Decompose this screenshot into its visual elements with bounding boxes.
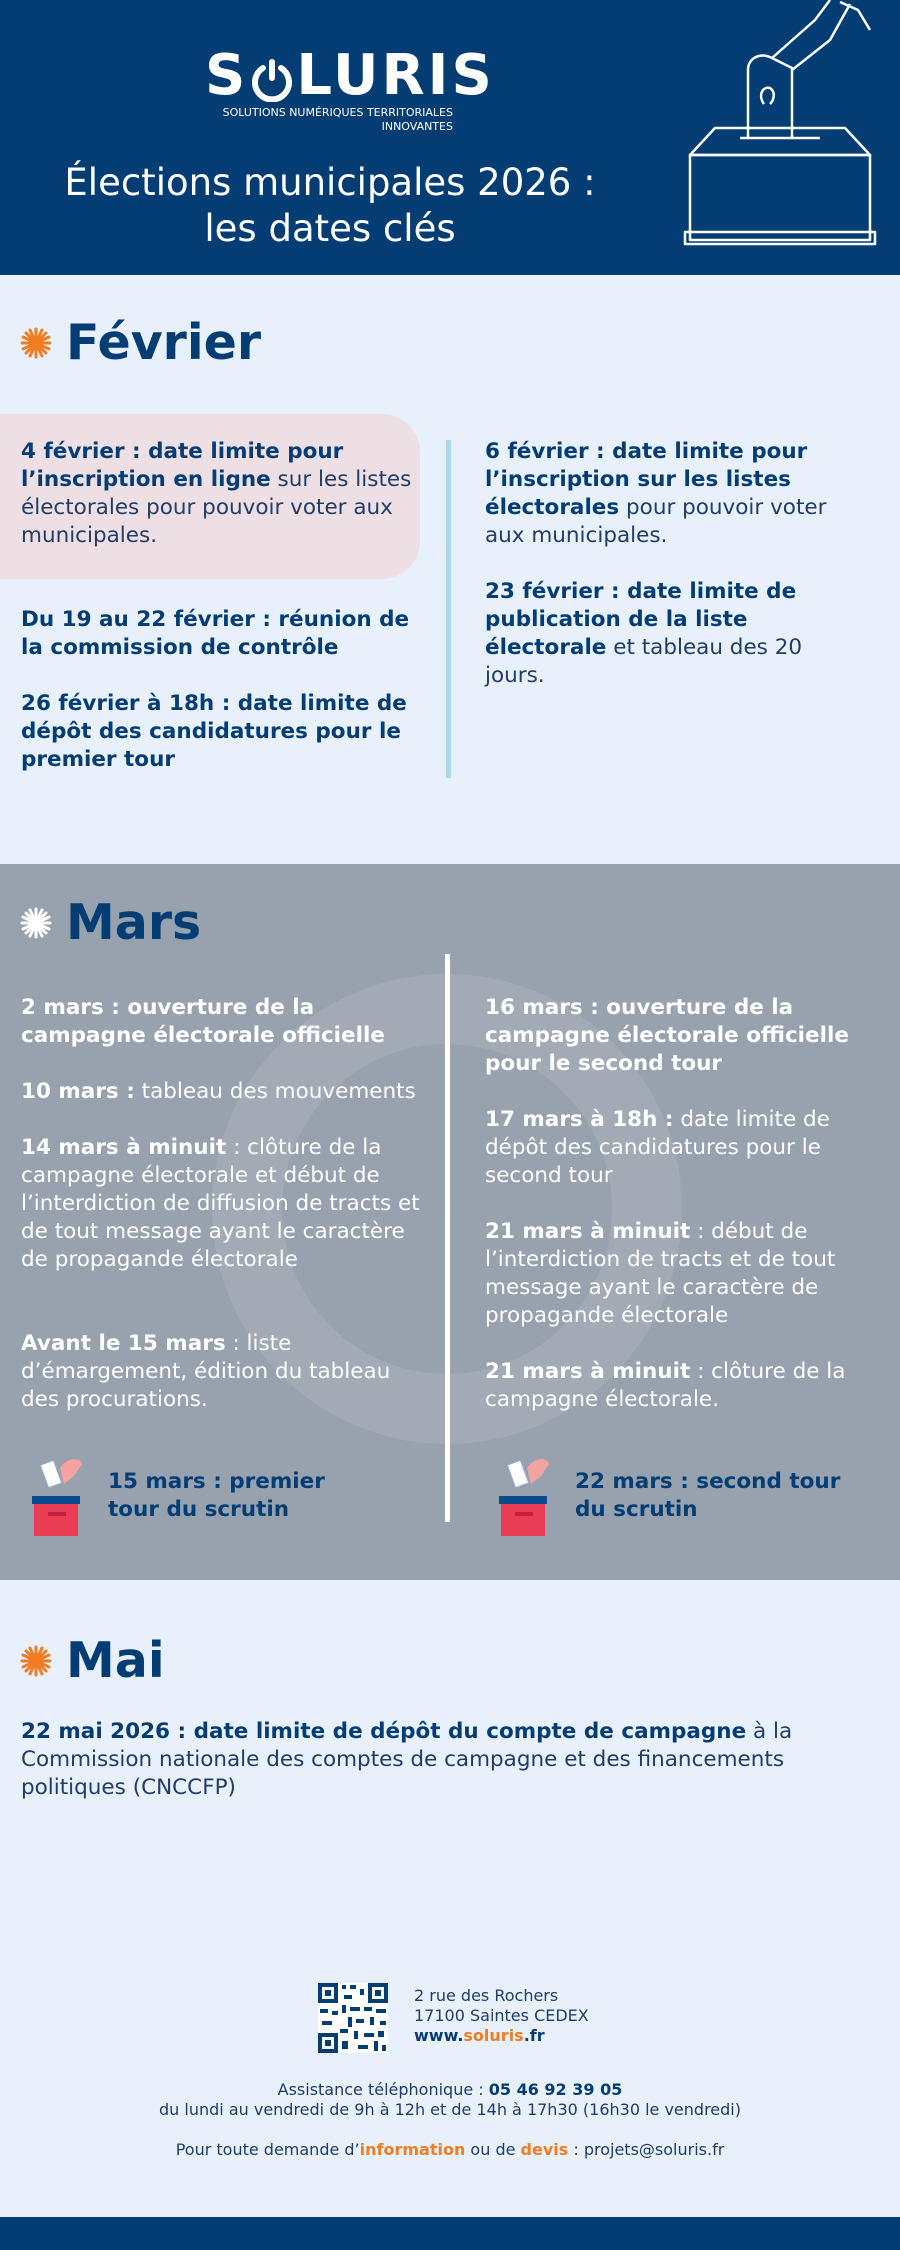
date-item: 14 mars à minuit : clôture de la campagne électorale et début de l’interdiction de diffusion de tracts et de tout message ayant le caractère de propagande électorale <box>21 1135 420 1272</box>
header-banner <box>0 0 900 275</box>
soluris-logo <box>205 43 495 134</box>
contact-email[interactable]: : projets@soluris.fr <box>568 2140 725 2159</box>
logo-letter-s: S <box>205 43 249 108</box>
section-mars <box>0 864 900 1580</box>
contact-line: Pour toute demande d’information ou de devis : projets@soluris.fr <box>175 2140 725 2159</box>
ballot-box-icon <box>497 1454 555 1538</box>
phone-line: Assistance téléphonique : 05 46 92 39 05 <box>277 2080 623 2099</box>
vote-label: 15 mars : premier tour du scrutin <box>108 1469 325 1522</box>
date-item: 16 mars : ouverture de la campagne électorale officielle pour le second tour <box>485 995 849 1076</box>
ballot-box-icon <box>30 1454 88 1538</box>
logo-letters-luris: LURIS <box>296 43 495 108</box>
section-label: Mars <box>66 894 202 951</box>
hours-line: du lundi au vendredi de 9h à 12h et de 14h à 17h30 (16h30 le vendredi) <box>159 2100 741 2119</box>
vote-round-1 <box>30 1454 378 1538</box>
date-item: 10 mars : tableau des mouvements <box>21 1079 416 1104</box>
date-item: Avant le 15 mars : liste d’émargement, édition du tableau des procurations. <box>21 1331 391 1412</box>
footer-bar <box>0 2217 900 2250</box>
column-divider <box>446 440 451 778</box>
power-o-icon <box>250 54 294 98</box>
date-item: 4 février : date limite pour l’inscription en ligne sur les listes électorales pour pouvoir voter aux municipales. <box>21 439 412 548</box>
logo-tagline: SOLUTIONS NUMÉRIQUES TERRITORIALES INNOVANTES <box>222 106 453 133</box>
date-item: Du 19 au 22 février : réunion de la commission de contrôle <box>21 607 410 660</box>
phone-number[interactable]: 05 46 92 39 05 <box>488 2080 623 2099</box>
address-line: 17100 Saintes CEDEX <box>414 2006 589 2025</box>
column-divider <box>445 954 450 1522</box>
address-line: 2 rue des Rochers <box>414 1986 559 2005</box>
vote-round-2 <box>497 1454 845 1538</box>
date-item: 17 mars à 18h : date limite de dépôt des candidatures pour le second tour <box>485 1107 830 1188</box>
vote-label: 22 mars : second tour du scrutin <box>575 1469 841 1522</box>
sun-star-icon <box>20 327 52 359</box>
section-title-mars <box>20 894 201 951</box>
date-item: 22 mai 2026 : date limite de dépôt du compte de campagne à la Commission nationale des comptes de campagne et des financements politiques (CNCCFP) <box>21 1719 793 1800</box>
section-title-mai <box>20 1632 165 1689</box>
date-item: 21 mars à minuit : clôture de la campagne électorale. <box>485 1359 846 1412</box>
address-block <box>414 1986 589 2046</box>
date-item: 26 février à 18h : date limite de dépôt des candidatures pour le premier tour <box>21 691 407 772</box>
date-item: 6 février : date limite pour l’inscription sur les listes électorales pour pouvoir voter aux municipales. <box>485 439 827 548</box>
qr-code-icon <box>318 1983 388 2053</box>
section-title-fevrier <box>20 314 261 371</box>
page-title: Élections municipales 2026 : les dates clés <box>64 161 596 250</box>
date-item: 2 mars : ouverture de la campagne électorale officielle <box>21 995 385 1048</box>
section-label: Mai <box>66 1632 165 1689</box>
section-label: Février <box>66 314 262 371</box>
ballot-box-hand-icon <box>680 0 880 260</box>
sun-star-icon <box>20 907 52 939</box>
date-item: 21 mars à minuit : début de l’interdiction de tracts et de tout message ayant le caractère de propagande électorale <box>485 1219 836 1328</box>
sun-star-icon <box>20 1645 52 1677</box>
website-link[interactable]: www.soluris.fr <box>414 2026 545 2045</box>
date-item: 23 février : date limite de publication de la liste électorale et tableau des 20 jours. <box>485 579 803 688</box>
